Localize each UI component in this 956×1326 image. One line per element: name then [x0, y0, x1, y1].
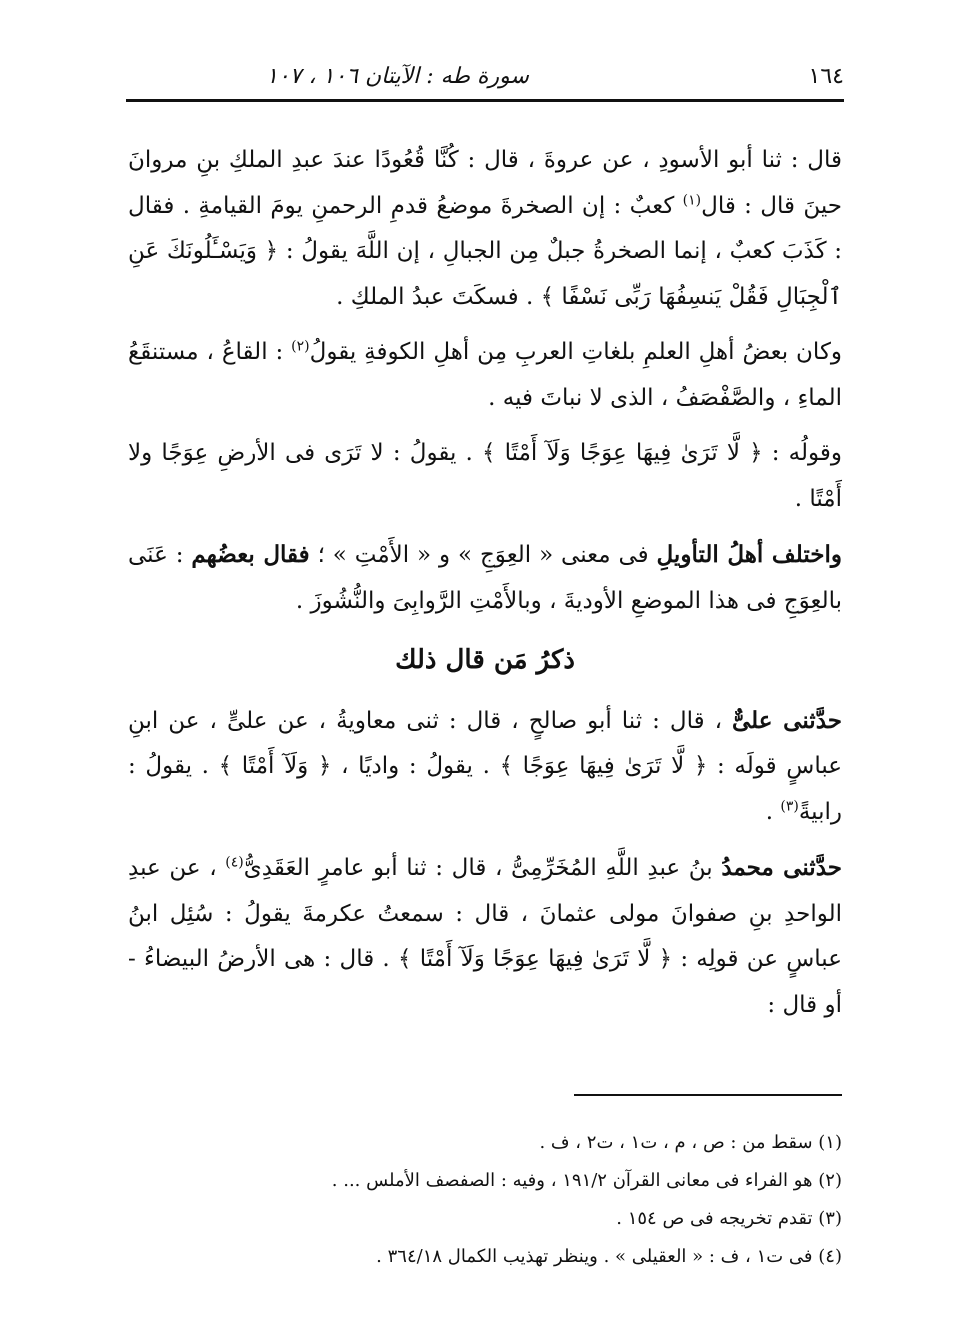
- text-run: : القاعُ ، مستنقَعُ الماءِ ، والصَّفْصَفُ ، الذى لا نباتَ فيه .: [128, 339, 842, 411]
- running-title: سورة طه : الآيتان ١٠٦ ، ١٠٧: [266, 63, 529, 89]
- text-run: . يقولُ : لا تَرَى فى الأرضِ عِوَجًا ولا أَمْتًا .: [128, 440, 842, 512]
- quran-verse: ﴿ وَلَآ أَمْتًا ﴾: [218, 753, 332, 779]
- text-run: . فسكَتَ عبدُ الملكِ .: [336, 283, 541, 310]
- footnote-1: (١) سقط من : ص ، م ، ت١ ، ت٢ ، ف .: [539, 1132, 842, 1153]
- text-run: : عَنَى بالعِوَجِ فى هذا الموضعِ الأوديةَ ، وبالأَمْتِ الرَّوابِىَ والنُّشُوزَ .: [128, 542, 842, 614]
- paragraph-5: [128, 698, 842, 836]
- footnote-ref-3: (٣): [780, 797, 799, 814]
- footnote-ref-4: (٤): [225, 854, 244, 871]
- text-run: . قال : هى الأرضُ البيضاءُ - أو قال :: [128, 946, 842, 1018]
- bold-lead: واختلف أهلُ التأويلِ: [656, 541, 842, 568]
- text-run: ، قال : ثنا أبو صالحٍ ، قال : ثنى معاويةُ ، عن علىٍّ ، عن ابنِ عباسٍ قولَه :: [128, 707, 842, 779]
- paragraph-3: [128, 431, 842, 522]
- text-run: فى معنى « العِوَجِ » و « الأَمْتِ » ؛: [309, 542, 657, 568]
- paragraph-2: [128, 330, 842, 421]
- text-run: بنُ عبدِ اللَّهِ المُخَرِّمِىُّ ، قال : ثنا أبو عامرٍ العَقَدِىُّ: [243, 855, 722, 881]
- footnote-3: (٣) تقدم تخريجه فى ص ١٥٤ .: [616, 1208, 842, 1229]
- text-run: .: [765, 798, 781, 825]
- page-header: [126, 58, 844, 94]
- text-run: ، عن عبدِ الواحدِ بنِ صفوانَ مولى عثمانَ ، قال : سمعتُ عكرمةَ يقولُ : سُئِل ابنُ عباسٍ عن قولِه :: [128, 855, 842, 972]
- footnote-4: (٤) فى ت١ ، ف : « العقيلى » . وينظر تهذيب الكمال ٣٦٤/١٨ .: [376, 1246, 842, 1267]
- footnote-ref-1: (١): [682, 191, 702, 208]
- footnote-ref-2: (٢): [291, 338, 310, 355]
- header-rule: [126, 99, 844, 102]
- main-text: [128, 138, 842, 1038]
- quran-verse: ﴿ لَّا تَرَىٰ فِيهَا عِوَجًا ﴾: [499, 753, 708, 779]
- footnotes: [128, 1124, 842, 1276]
- bold-lead: حدَّثنى محمدُ: [721, 854, 842, 881]
- bold-phrase: فقال بعضُهم: [191, 541, 310, 568]
- text-run: وقولُه :: [762, 440, 842, 466]
- paragraph-1: [128, 138, 842, 320]
- text-run: قال : ثنا أبو الأسودِ ، عن عروةَ ، قال : كُنَّا قُعُودًا عندَ عبدِ الملكِ بنِ مروانَ حينَ قال : قال: [128, 147, 842, 219]
- footnote-rule: [574, 1094, 842, 1096]
- paragraph-6: [128, 845, 842, 1028]
- text-run: وكان بعضُ أهلِ العلمِ بلغاتِ العربِ مِن أهلِ الكوفةِ يقولُ: [309, 339, 843, 365]
- text-run: . يقولُ : رابيةً: [128, 753, 842, 825]
- quran-verse: ﴿ لَّا تَرَىٰ فِيهَا عِوَجًا وَلَآ أَمْتًا ﴾: [482, 440, 763, 466]
- footnote-2: (٢) هو الفراء فى معانى القرآن ١٩١/٢ ، وفيه : الصفصف الأملس ... .: [331, 1170, 842, 1191]
- text-run: كعبٌ : إن الصخرةَ موضعُ قدمِ الرحمنِ يومَ القيامةِ . فقال : كَذَبَ كعبٌ ، إنما الصخرةُ جبلٌ مِن الجبالِ ، إن اللَّهَ يقولُ :: [128, 192, 842, 264]
- section-heading: ذكرُ مَن قال ذلك: [395, 645, 575, 675]
- bold-lead: حدَّثنى علىٌّ: [731, 706, 842, 734]
- paragraph-4: [128, 532, 842, 624]
- quran-verse: ﴿ لَّا تَرَىٰ فِيهَا عِوَجًا وَلَآ أَمْتًا ﴾: [397, 946, 673, 972]
- quran-verse: ﴿ وَيَسْـَٔلُونَكَ عَنِ ٱلْجِبَالِ فَقُلْ يَنسِفُهَا رَبِّى نَسْفًا ﴾: [128, 238, 842, 310]
- text-run: . يقولُ : واديًا ،: [331, 753, 500, 779]
- page-number: ١٦٤: [808, 63, 844, 89]
